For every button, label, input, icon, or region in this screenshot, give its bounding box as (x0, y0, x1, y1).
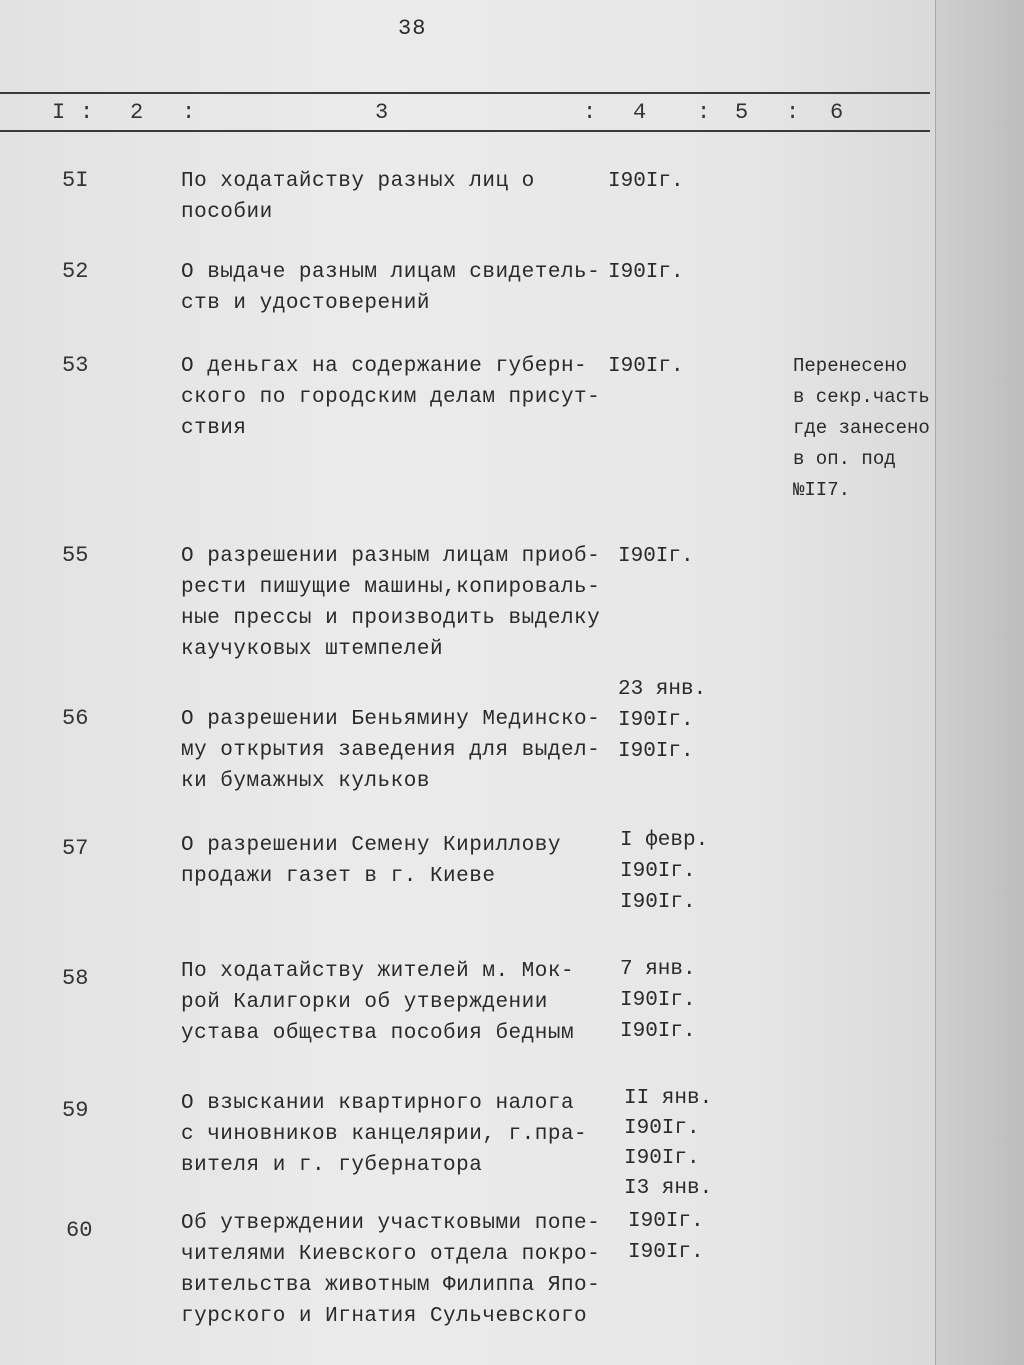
row-date: 7 янв. I90Iг. I90Iг. (620, 958, 696, 1043)
row-title: По ходатайству разных лиц о пособии (181, 170, 535, 224)
row-date: I февр. I90Iг. I90Iг. (620, 829, 709, 914)
row-number: 56 (62, 706, 89, 731)
row-date: II янв. I90Iг. I90Iг. I3 янв. (624, 1087, 713, 1200)
column-header-1: I (52, 100, 66, 125)
column-separator: : (182, 100, 196, 125)
row-title: О выдаче разным лицам свидетель- ств и удостоверений (181, 261, 601, 315)
column-header-5: 5 (735, 100, 749, 125)
row-date: I90Iг. (608, 170, 684, 193)
row-number: 57 (62, 836, 89, 861)
row-title: О разрешении разным лицам приоб- рести пишущие машины,копироваль- ные прессы и производить выделку каучуковых штемпелей (181, 545, 601, 661)
row-date: I90Iг. (608, 355, 684, 378)
row-date: I90Iг. I90Iг. (628, 1210, 704, 1264)
row-number: 59 (62, 1098, 89, 1123)
row-date: 23 янв. I90Iг. I90Iг. (618, 678, 707, 763)
column-separator: : (786, 100, 800, 125)
page-number: 38 (398, 16, 427, 41)
row-number: 58 (62, 966, 89, 991)
row-note: Перенесено в секр.часть где занесено в оп. под №II7. (793, 355, 930, 501)
row-number: 52 (62, 259, 89, 284)
next-page-edge (935, 0, 1024, 1365)
row-date: I90Iг. (618, 545, 694, 568)
header-rule-bottom (0, 130, 930, 132)
row-title: О разрешении Семену Кириллову продажи газет в г. Киеве (181, 834, 561, 888)
column-header-4: 4 (633, 100, 647, 125)
column-header-2: 2 (130, 100, 144, 125)
row-number: 53 (62, 353, 89, 378)
row-number: 5I (62, 168, 89, 193)
header-rule-top (0, 92, 930, 94)
column-separator: : (80, 100, 94, 125)
row-number: 55 (62, 543, 89, 568)
row-date: I90Iг. (608, 261, 684, 284)
column-header-3: 3 (375, 100, 389, 125)
row-title: О разрешении Беньямину Мединско- му открытия заведения для выдел- ки бумажных кульков (181, 708, 601, 793)
column-header-6: 6 (830, 100, 844, 125)
row-title: Об утверждении участковыми попе- чителями Киевского отдела покро- вительства животным Филиппа Япо- гурского и Игнатия Сульчевского (181, 1212, 601, 1328)
row-title: О деньгах на содержание губерн- ского по городским делам присут- ствия (181, 355, 601, 440)
column-separator: : (697, 100, 711, 125)
row-title: По ходатайству жителей м. Мок- рой Калигорки об утверждении устава общества пособия бедным (181, 960, 575, 1045)
row-title: О взыскании квартирного налога с чиновников канцелярии, г.пра- вителя и г. губернатора (181, 1092, 588, 1177)
column-separator: : (583, 100, 597, 125)
row-number: 60 (66, 1218, 93, 1243)
